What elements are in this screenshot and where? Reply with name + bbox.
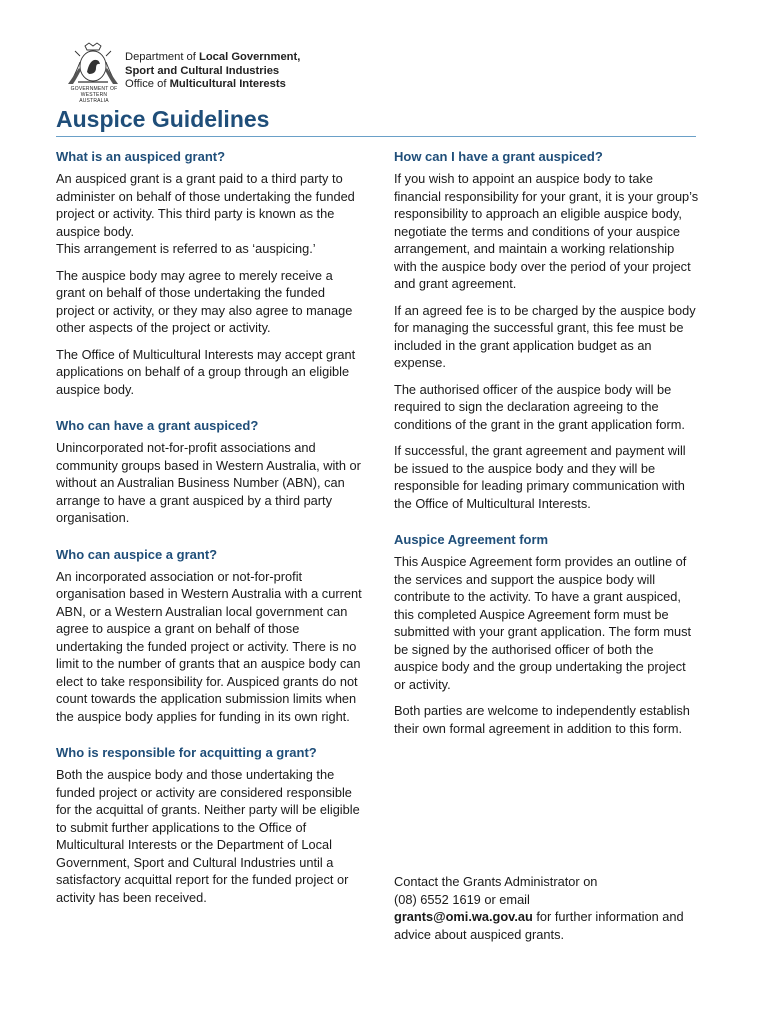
- right-column: [394, 148, 699, 746]
- paragraph: If successful, the grant agreement and payment will be issued to the auspice body and they will be responsible for leading primary communication with the Office of Multicultural Interests.: [394, 443, 686, 511]
- crest-caption: GOVERNMENT OF WESTERN AUSTRALIA: [70, 86, 118, 104]
- section-heading: Auspice Agreement form: [394, 532, 549, 547]
- contact-line: grants@omi.wa.gov.au for further information and advice about auspiced grants.: [394, 909, 684, 942]
- section-heading: How can I have a grant auspiced?: [394, 149, 603, 164]
- page-title: Auspice Guidelines: [56, 106, 270, 132]
- paragraph: The auspice body may agree to merely receive a grant on behalf of those undertaking the funded project or activity, or they may also agree to manage other aspects of the project or activity.: [56, 267, 353, 335]
- email-link[interactable]: grants@omi.wa.gov.au: [394, 909, 533, 924]
- section-heading: Who is responsible for acquitting a grant?: [56, 745, 317, 760]
- section-acquitting-grant: [56, 744, 362, 906]
- page-header: [63, 42, 463, 102]
- left-column: [56, 148, 362, 915]
- paragraph: This Auspice Agreement form provides an outline of the services and support the auspice body will contribute to the activity. To have a grant auspiced, this completed Auspice Agreement form must be submitted with your grant application. The form must be signed by the authorised officer of both the auspice body and the group undertaking the project or activity.: [394, 554, 692, 692]
- paragraph: Unincorporated not-for-profit associations and community groups based in Western Australia, with or without an Australian Business Number (ABN), can arrange to have a grant auspiced by a third party organisation.: [56, 440, 361, 525]
- section-heading: Who can have a grant auspiced?: [56, 418, 259, 433]
- title-divider: [56, 136, 696, 137]
- paragraph: Both parties are welcome to independently establish their own formal agreement in addition to this form.: [394, 703, 690, 736]
- section-heading: Who can auspice a grant?: [56, 546, 218, 562]
- paragraph: Both the auspice body and those undertaking the funded project or activity are considered responsible for the acquittal of grants. Neither party will be eligible to submit further applications to the Office of Multicultural Interests or the Department of Local Government, Sport and Cultural Industries until a satisfactory acquittal report for the funded project or activity has been received.: [56, 767, 360, 905]
- section-what-is-auspiced-grant: [56, 148, 362, 398]
- contact-info: [394, 873, 699, 943]
- section-who-can-auspice: [56, 546, 362, 726]
- paragraph: An incorporated association or not-for-profit organisation based in Western Australia with a current ABN, or a Western Australian local government can agree to auspice a grant on behalf of those undertaking the funded project or activity. There is no limit to the number of grants that an auspice body can elect to take responsibility for. Auspiced grants do not count towards the application submission limits when the auspice body applies for funding in its own right.: [56, 568, 362, 724]
- paragraph: If you wish to appoint an auspice body to take financial responsibility for your grant, it is your group’s responsibility to approach an eligible auspice body, negotiate the terms and conditions of your auspice arrangement, and maintain a working relationship with the auspice body over the period of your project and grant agreement.: [394, 171, 699, 291]
- department-name: Department of Local Government, Sport and Cultural Industries Office of Multicultural Interests: [125, 51, 301, 90]
- section-how-to-have-grant-auspiced: [394, 148, 699, 512]
- contact-line: Contact the Grants Administrator on: [394, 874, 598, 889]
- paragraph: An auspiced grant is a grant paid to a third party to administer on behalf of those undertaking the funded project or activity. This third party is known as the auspice body. This arrangement is referred to as ‘auspicing.’: [56, 171, 355, 256]
- paragraph: If an agreed fee is to be charged by the auspice body for managing the successful grant, this fee must be included in the grant application budget as an expense.: [394, 302, 696, 370]
- section-who-can-have-grant-auspiced: [56, 417, 362, 527]
- paragraph: The Office of Multicultural Interests may accept grant applications on behalf of a group through an eligible auspice body.: [56, 346, 356, 397]
- section-heading: What is an auspiced grant?: [56, 149, 226, 164]
- contact-line: (08) 6552 1619 or email: [394, 891, 530, 907]
- section-auspice-agreement-form: [394, 531, 699, 737]
- paragraph: The authorised officer of the auspice body will be required to sign the declaration agreeing to the conditions of the grant in the grant application form.: [394, 381, 685, 432]
